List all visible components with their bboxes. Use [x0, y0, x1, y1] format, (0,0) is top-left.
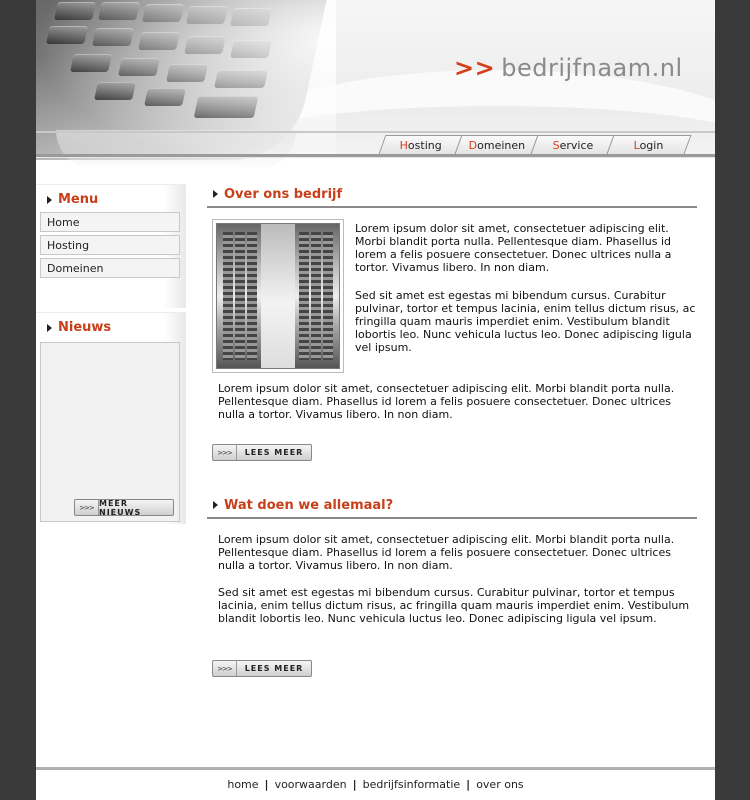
nav-tab-service[interactable]	[531, 135, 616, 154]
section-title: Over ons bedrijf	[224, 186, 343, 202]
site-logo[interactable]	[454, 54, 683, 82]
nav-tab-domeinen[interactable]	[455, 135, 540, 154]
nav-tab-login[interactable]	[607, 135, 692, 154]
triangle-right-icon	[47, 324, 52, 332]
section-header-about	[207, 182, 697, 208]
news-list	[40, 342, 180, 522]
header	[36, 0, 715, 158]
footer-link-bedrijfsinformatie[interactable]: bedrijfsinformatie	[362, 778, 461, 791]
sidebar-news-box	[36, 312, 186, 524]
about-paragraph-2: Sed sit amet est egestas mi bibendum cursus. Curabitur pulvinar, tortor et tempus lacinia, enim tellus dictum risus, ac fringilla quam mauris imperdiet enim. Vestibulum blandit lobortis leo. Nunc vehicula luctus leo. Donec adipiscing ligula vel ipsum.	[355, 289, 696, 354]
page	[36, 0, 715, 800]
services-paragraph-2: Sed sit amet est egestas mi bibendum cursus. Curabitur pulvinar, tortor et tempus lacinia, enim tellus dictum risus, ac fringilla quam mauris imperdiet enim. Vestibulum blandit lobortis leo. Nunc vehicula luctus leo. Donec adipiscing ligula vel ipsum.	[218, 586, 690, 625]
sidebar-news-title: Nieuws	[58, 320, 112, 335]
about-paragraph-3: Lorem ipsum dolor sit amet, consectetuer adipiscing elit. Morbi blandit porta nulla. Pellentesque diam. Phasellus id lorem a felis posuere consectetuer. Donec ultrices nulla a tortor. Vivamus libero. In non diam.	[218, 382, 675, 421]
nav-tab-label: Domeinen	[468, 138, 526, 152]
sidebar-menu-header	[36, 184, 186, 214]
sidebar-item-home[interactable]: Home	[40, 212, 180, 232]
footer-separator: |	[352, 778, 357, 791]
footer-divider	[36, 767, 715, 770]
header-divider-highlight	[36, 157, 715, 158]
logo-text: bedrijfnaam.nl	[501, 54, 683, 82]
footer-link-over-ons[interactable]: over ons	[476, 778, 524, 791]
footer-separator: |	[466, 778, 471, 791]
section-header-services	[207, 493, 697, 519]
triangle-right-icon	[47, 196, 52, 204]
sidebar-menu-title: Menu	[58, 192, 99, 207]
main-nav	[382, 135, 686, 155]
triple-arrow-icon: >>>	[75, 500, 99, 515]
triangle-right-icon	[213, 190, 218, 198]
nav-tab-hosting[interactable]	[379, 135, 464, 154]
logo-arrows: >>	[454, 54, 496, 82]
server-room-photo	[212, 219, 344, 373]
read-more-label: LEES MEER	[244, 448, 304, 457]
footer-nav	[36, 778, 715, 791]
more-news-button[interactable]	[74, 499, 174, 516]
header-line	[36, 131, 715, 133]
read-more-label: LEES MEER	[244, 664, 304, 673]
sidebar-menu-box	[36, 184, 186, 308]
nav-tab-label: Login	[633, 138, 664, 152]
about-paragraph-1: Lorem ipsum dolor sit amet, consectetuer adipiscing elit. Morbi blandit porta nulla. Pellentesque diam. Phasellus id lorem a felis posuere consectetuer. Donec ultrices nulla a tortor. Vivamus libero. In non diam.	[355, 222, 672, 274]
more-news-label: MEER NIEUWS	[99, 498, 142, 517]
read-more-button[interactable]	[212, 660, 312, 677]
triple-arrow-icon: >>>	[213, 445, 237, 460]
nav-tab-label: Service	[552, 138, 594, 152]
triangle-right-icon	[213, 501, 218, 509]
footer-link-home[interactable]: home	[227, 778, 259, 791]
services-paragraph-1: Lorem ipsum dolor sit amet, consectetuer adipiscing elit. Morbi blandit porta nulla. Pellentesque diam. Phasellus id lorem a felis posuere consectetuer. Donec ultrices nulla a tortor. Vivamus libero. In non diam.	[218, 533, 675, 572]
sidebar-item-hosting[interactable]: Hosting	[40, 235, 180, 255]
read-more-button[interactable]	[212, 444, 312, 461]
footer-separator: |	[264, 778, 269, 791]
section-title: Wat doen we allemaal?	[224, 497, 394, 513]
nav-tab-label: Hosting	[399, 138, 442, 152]
sidebar-item-domeinen[interactable]: Domeinen	[40, 258, 180, 278]
sidebar-news-header	[36, 312, 186, 342]
triple-arrow-icon: >>>	[213, 661, 237, 676]
footer-link-voorwaarden[interactable]: voorwaarden	[274, 778, 347, 791]
keyboard-image	[36, 0, 336, 180]
